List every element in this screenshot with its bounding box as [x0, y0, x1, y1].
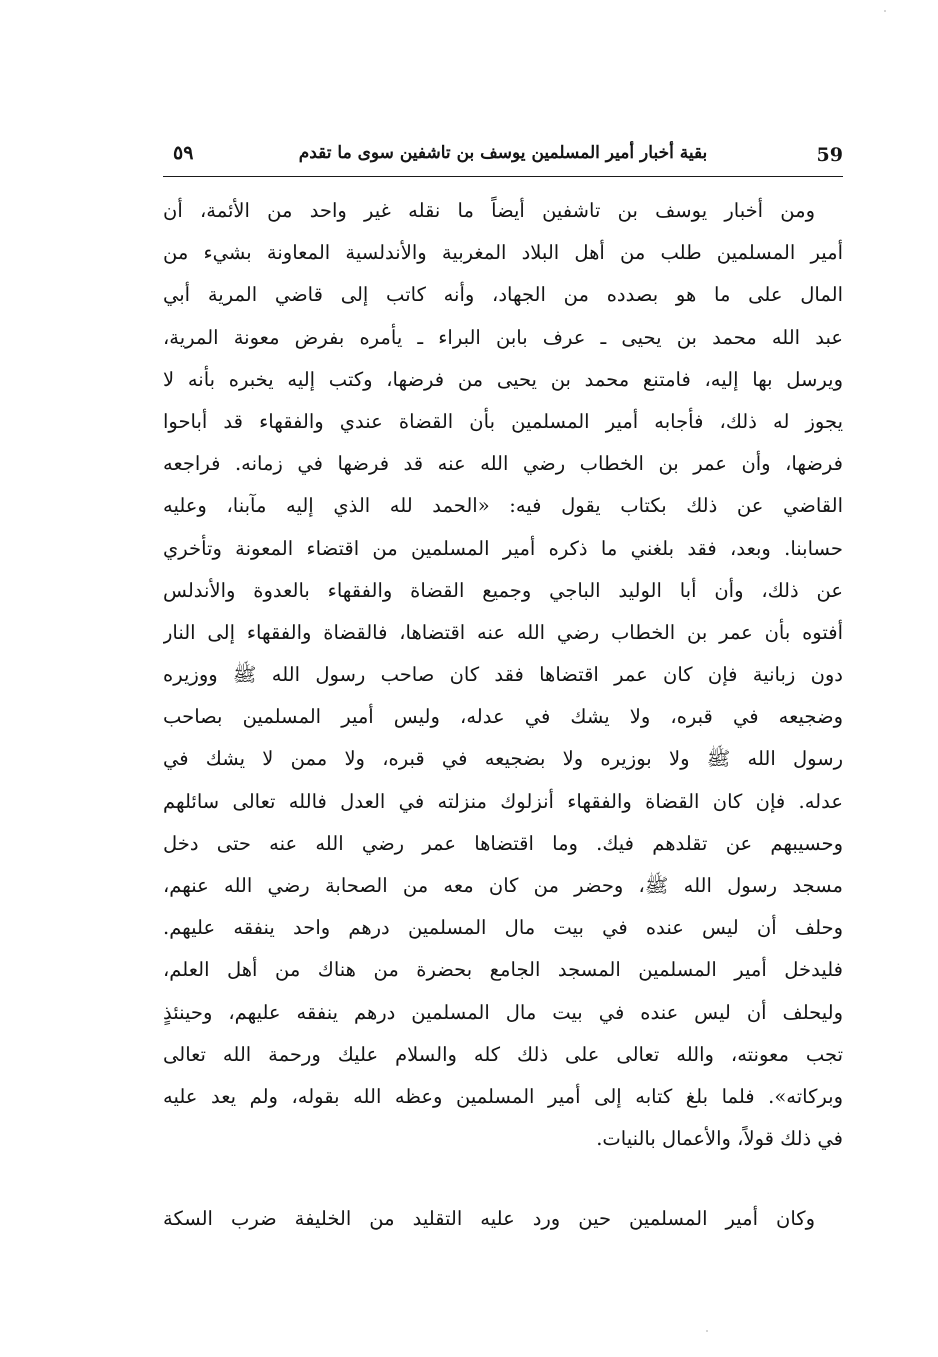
scan-speck — [706, 1330, 708, 1332]
text-line: فرضها، وأن عمر بن الخطاب رضي الله عنه قد فرضها في زمانه. فراجعه — [163, 452, 843, 476]
text-line: وضجيعه في قبره، ولا يشك في عدله، وليس أمير المسلمين بصاحب — [163, 705, 843, 729]
text-line: وكان أمير المسلمين حين ورد عليه التقليد من الخليفة ضرب السكة — [163, 1207, 815, 1230]
header-rule — [163, 176, 843, 177]
next-paragraph — [163, 1198, 843, 1240]
text-line: فليدخل أمير المسلمين المسجد الجامع بحضرة من هناك من أهل العلم، — [163, 958, 843, 982]
text-line: وليحلف أن ليس عنده في بيت مال المسلمين درهم ينفقه عليهم، وحينئذٍ — [163, 1000, 843, 1024]
page-number-latin: 59 — [816, 144, 843, 166]
text-line: دون زبانية فإن كان عمر اقتضاها فقد كان صاحب رسول الله ﷺ ووزيره — [163, 663, 843, 687]
text-line: في ذلك قولاً، والأعمال بالنيات. — [596, 1127, 843, 1151]
text-line: عبد الله محمد بن يحيى ـ عرف بابن البراء ـ يأمره بفرض معونة المرية، — [163, 325, 843, 349]
text-line: أفتوه بأن عمر بن الخطاب رضي الله عنه اقتضاها، فالقضاة والفقهاء إلى النار — [163, 620, 843, 644]
text-line: تجب معونته، والله تعالى على ذلك كله والسلام عليك ورحمة الله تعالى — [163, 1042, 843, 1066]
text-line: رسول الله ﷺ ولا بوزيره ولا بضجيعه في قبره، ولا ممن لا يشك في — [163, 747, 843, 771]
main-paragraph — [163, 190, 843, 1160]
text-line: عدله. فإن كان القضاة والفقهاء أنزلوك منزلته في العدل فالله تعالى سائلهم — [163, 789, 843, 813]
text-line: وبركاته». فلما بلغ كتابه إلى أمير المسلمين وعظه الله بقوله، ولم يعد عليه — [163, 1084, 843, 1108]
text-line: وحلف أن ليس عنده في بيت مال المسلمين درهم واحد ينفقه عليهم. — [163, 916, 843, 940]
page-header — [163, 140, 843, 172]
text-line: حسابنا. وبعد، فقد بلغني ما ذكره أمير المسلمين من اقتضاء المعونة وتأخري — [163, 536, 843, 560]
text-line: عن ذلك، وأن أبا الوليد الباجي وجميع القضاة والفقهاء بالعدوة والأندلس — [163, 578, 843, 602]
running-title: بقية أخبار أمير المسلمين يوسف بن تاشفين سوى ما تقدم — [298, 143, 708, 163]
text-line: ومن أخبار يوسف بن تاشفين أيضاً ما نقله غير واحد من الأئمة، أن — [163, 199, 815, 222]
text-line: مسجد رسول الله ﷺ، وحضر من كان معه من الصحابة رضي الله عنهم، — [163, 874, 843, 897]
text-line: المال على ما هو بصدده من الجهاد، وأنه كاتب إلى قاضي المرية أبي — [163, 283, 843, 307]
text-line: وحسيبهم عن تقلدهم فيك. وما اقتضاها عمر رضي الله عنه حتى دخل — [163, 831, 843, 855]
text-line: أمير المسلمين طلب من أهل البلاد المغربية والأندلسية المعاونة بشيء من — [163, 241, 843, 265]
text-line: القاضي عن ذلك بكتاب يقول فيه: «الحمد لله الذي إليه مآبنا، وعليه — [163, 494, 843, 518]
text-line: ويرسل بها إليه، فامتنع محمد بن يحيى من فرضها، وكتب إليه يخبره بأنه لا — [163, 367, 843, 391]
scan-speck — [884, 10, 886, 12]
page-number-arabic: ٥٩ — [173, 142, 194, 164]
text-line: يجوز له ذلك، فأجابه أمير المسلمين بأن القضاة عندي والفقهاء قد أباحوا — [163, 409, 843, 433]
